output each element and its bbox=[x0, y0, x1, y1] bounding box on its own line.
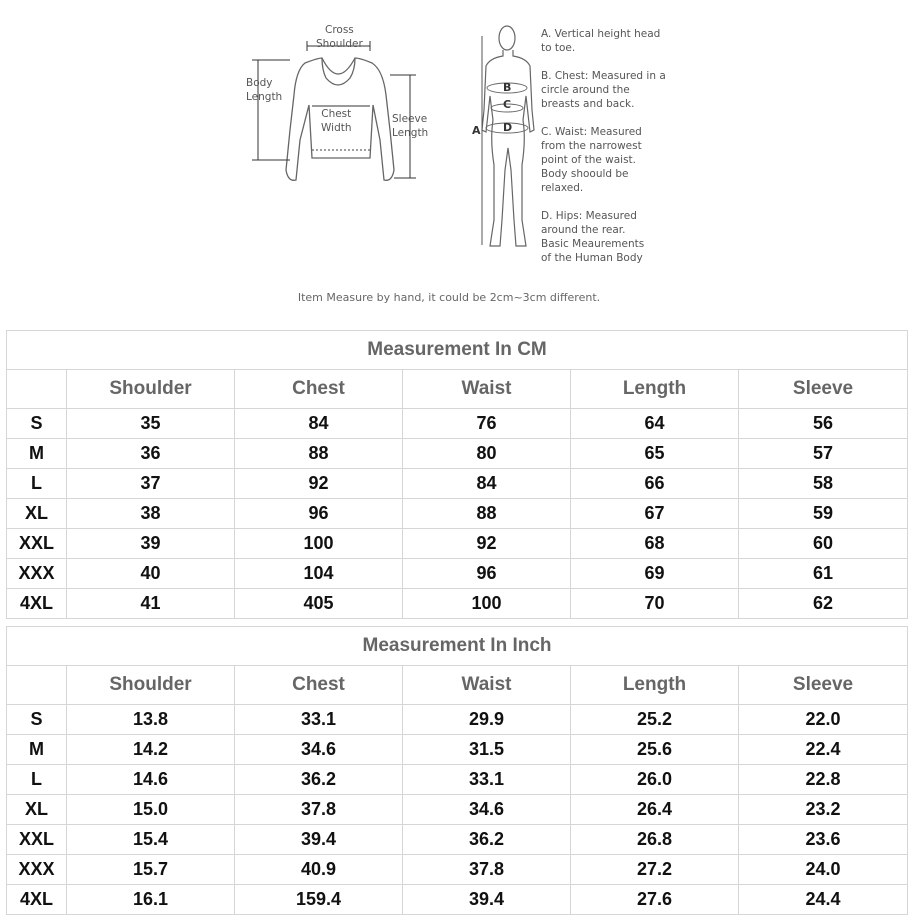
sleeve-length-label: Sleeve Length bbox=[392, 113, 429, 139]
measurement-cell: 31.5 bbox=[403, 735, 571, 765]
header-row bbox=[7, 370, 908, 409]
size-row bbox=[7, 559, 908, 589]
measure-note: Item Measure by hand, it could be 2cm~3cm different. bbox=[297, 291, 601, 304]
measurement-cell: 27.2 bbox=[571, 855, 739, 885]
measurement-cell: 25.2 bbox=[571, 705, 739, 735]
size-row bbox=[7, 795, 908, 825]
size-label-cell: XL bbox=[7, 795, 67, 825]
body-length-label: Body Length bbox=[246, 77, 283, 103]
marker-b: B bbox=[503, 81, 512, 94]
measurement-cell: 33.1 bbox=[403, 765, 571, 795]
measurement-cell: 24.0 bbox=[739, 855, 908, 885]
size-row bbox=[7, 735, 908, 765]
size-label-cell: L bbox=[7, 469, 67, 499]
measurement-cell: 67 bbox=[571, 499, 739, 529]
measurement-cell: 24.4 bbox=[739, 885, 908, 915]
marker-a: A bbox=[472, 124, 481, 137]
note-a-height: A. Vertical height head to toe. bbox=[541, 28, 661, 54]
measurement-cell: 23.2 bbox=[739, 795, 908, 825]
measurement-cell: 22.4 bbox=[739, 735, 908, 765]
size-label-cell: XL bbox=[7, 499, 67, 529]
measurement-cell: 68 bbox=[571, 529, 739, 559]
measurement-cell: 39.4 bbox=[235, 825, 403, 855]
measurement-cell: 26.8 bbox=[571, 825, 739, 855]
header-cell: Sleeve bbox=[739, 666, 908, 705]
size-row bbox=[7, 705, 908, 735]
chest-width-label: Chest Width bbox=[321, 108, 352, 134]
size-label-cell: XXX bbox=[7, 559, 67, 589]
size-label-cell: S bbox=[7, 409, 67, 439]
measurement-cell: 37.8 bbox=[235, 795, 403, 825]
measurement-cell: 40 bbox=[67, 559, 235, 589]
measurement-cell: 96 bbox=[403, 559, 571, 589]
measurement-cell: 39.4 bbox=[403, 885, 571, 915]
measurement-cell: 88 bbox=[235, 439, 403, 469]
measurement-cell: 22.8 bbox=[739, 765, 908, 795]
header-cell: Waist bbox=[403, 666, 571, 705]
measurement-cell: 13.8 bbox=[67, 705, 235, 735]
size-table-cm bbox=[6, 330, 908, 619]
measurement-cell: 80 bbox=[403, 439, 571, 469]
size-row bbox=[7, 469, 908, 499]
size-row bbox=[7, 439, 908, 469]
size-table-inch bbox=[6, 626, 908, 915]
measurement-cell: 33.1 bbox=[235, 705, 403, 735]
size-label-cell: XXL bbox=[7, 825, 67, 855]
header-cell: Length bbox=[571, 666, 739, 705]
measurement-cell: 34.6 bbox=[403, 795, 571, 825]
size-row bbox=[7, 885, 908, 915]
size-row bbox=[7, 409, 908, 439]
note-d-hips: D. Hips: Measured around the rear. Basic Meaurements of the Human Body bbox=[541, 210, 645, 264]
measurement-cell: 39 bbox=[67, 529, 235, 559]
measurement-cell: 104 bbox=[235, 559, 403, 589]
measurement-cell: 34.6 bbox=[235, 735, 403, 765]
measurement-cell: 70 bbox=[571, 589, 739, 619]
measurement-cell: 40.9 bbox=[235, 855, 403, 885]
header-cell bbox=[7, 370, 67, 409]
body-sketch bbox=[482, 26, 534, 246]
measurement-cell: 25.6 bbox=[571, 735, 739, 765]
size-label-cell: M bbox=[7, 439, 67, 469]
measurement-cell: 57 bbox=[739, 439, 908, 469]
size-row bbox=[7, 499, 908, 529]
size-label-cell: XXX bbox=[7, 855, 67, 885]
table-title: Measurement In CM bbox=[7, 331, 908, 370]
measurement-cell: 84 bbox=[403, 469, 571, 499]
size-row bbox=[7, 825, 908, 855]
header-cell: Chest bbox=[235, 370, 403, 409]
measurement-cell: 64 bbox=[571, 409, 739, 439]
measurement-cell: 65 bbox=[571, 439, 739, 469]
note-c-waist: C. Waist: Measured from the narrowest point of the waist. Body shoould be relaxed. bbox=[541, 126, 642, 194]
size-label-cell: 4XL bbox=[7, 885, 67, 915]
marker-d: D bbox=[503, 121, 513, 134]
size-label-cell: M bbox=[7, 735, 67, 765]
measurement-cell: 76 bbox=[403, 409, 571, 439]
measurement-cell: 56 bbox=[739, 409, 908, 439]
size-row bbox=[7, 529, 908, 559]
measurement-cell: 22.0 bbox=[739, 705, 908, 735]
measurement-cell: 405 bbox=[235, 589, 403, 619]
header-cell: Waist bbox=[403, 370, 571, 409]
measurement-cell: 92 bbox=[403, 529, 571, 559]
marker-c: C bbox=[503, 98, 512, 111]
measurement-cell: 26.4 bbox=[571, 795, 739, 825]
measurement-cell: 36.2 bbox=[235, 765, 403, 795]
header-cell bbox=[7, 666, 67, 705]
measurement-cell: 14.6 bbox=[67, 765, 235, 795]
measurement-cell: 100 bbox=[235, 529, 403, 559]
measurement-cell: 37 bbox=[67, 469, 235, 499]
header-row bbox=[7, 666, 908, 705]
measurement-cell: 35 bbox=[67, 409, 235, 439]
measurement-cell: 38 bbox=[67, 499, 235, 529]
measurement-cell: 66 bbox=[571, 469, 739, 499]
header-cell: Length bbox=[571, 370, 739, 409]
measurement-cell: 159.4 bbox=[235, 885, 403, 915]
measurement-cell: 84 bbox=[235, 409, 403, 439]
measurement-cell: 62 bbox=[739, 589, 908, 619]
note-b-chest: B. Chest: Measured in a circle around the breasts and back. bbox=[541, 70, 666, 110]
header-cell: Sleeve bbox=[739, 370, 908, 409]
measurement-cell: 23.6 bbox=[739, 825, 908, 855]
measurement-cell: 14.2 bbox=[67, 735, 235, 765]
measurement-cell: 41 bbox=[67, 589, 235, 619]
measurement-cell: 36 bbox=[67, 439, 235, 469]
measurement-cell: 59 bbox=[739, 499, 908, 529]
measurement-cell: 92 bbox=[235, 469, 403, 499]
measurement-cell: 15.4 bbox=[67, 825, 235, 855]
measurement-cell: 58 bbox=[739, 469, 908, 499]
measurement-cell: 27.6 bbox=[571, 885, 739, 915]
table-title: Measurement In Inch bbox=[7, 627, 908, 666]
measurement-cell: 36.2 bbox=[403, 825, 571, 855]
measurement-diagram bbox=[0, 0, 912, 320]
measurement-cell: 37.8 bbox=[403, 855, 571, 885]
size-label-cell: L bbox=[7, 765, 67, 795]
measurement-cell: 26.0 bbox=[571, 765, 739, 795]
measurement-cell: 29.9 bbox=[403, 705, 571, 735]
measurement-cell: 100 bbox=[403, 589, 571, 619]
measurement-cell: 16.1 bbox=[67, 885, 235, 915]
cross-shoulder-label: Cross Shoulder bbox=[316, 24, 363, 50]
measurement-cell: 60 bbox=[739, 529, 908, 559]
diagram-illustration bbox=[0, 0, 912, 320]
measurement-cell: 88 bbox=[403, 499, 571, 529]
size-row bbox=[7, 855, 908, 885]
size-row bbox=[7, 589, 908, 619]
measurement-cell: 61 bbox=[739, 559, 908, 589]
measurement-cell: 15.0 bbox=[67, 795, 235, 825]
measurement-cell: 69 bbox=[571, 559, 739, 589]
size-label-cell: XXL bbox=[7, 529, 67, 559]
header-cell: Shoulder bbox=[67, 370, 235, 409]
header-cell: Shoulder bbox=[67, 666, 235, 705]
size-label-cell: 4XL bbox=[7, 589, 67, 619]
measurement-cell: 15.7 bbox=[67, 855, 235, 885]
measurement-cell: 96 bbox=[235, 499, 403, 529]
size-row bbox=[7, 765, 908, 795]
size-label-cell: S bbox=[7, 705, 67, 735]
header-cell: Chest bbox=[235, 666, 403, 705]
